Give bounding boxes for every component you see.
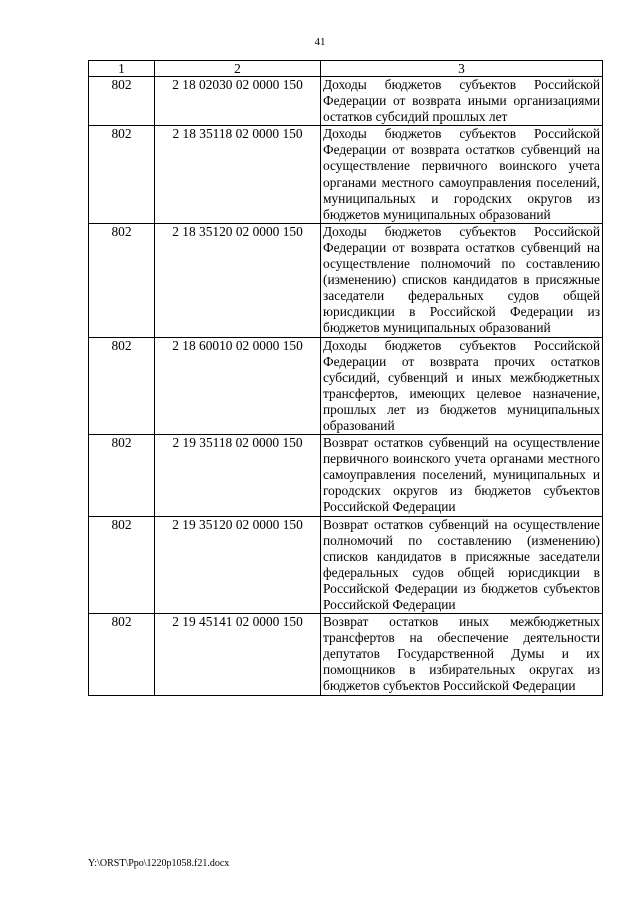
budget-code-cell: 2 19 45141 02 0000 150: [155, 614, 321, 695]
description-cell: Возврат остатков субвенций на осуществление полномочий по составлению (изменению) списков кандидатов в присяжные заседатели федеральных судов общей юрисдикции в Российской Федерации из бюджетов субъектов Российской Федерации: [321, 516, 603, 614]
header-col-3: 3: [321, 61, 603, 77]
table-row: [89, 77, 603, 126]
budget-code-cell: 2 18 60010 02 0000 150: [155, 337, 321, 435]
header-col-1: 1: [89, 61, 155, 77]
budget-code-cell: 2 18 35118 02 0000 150: [155, 126, 321, 224]
budget-code-cell: 2 19 35118 02 0000 150: [155, 435, 321, 516]
admin-code-cell: 802: [89, 126, 155, 224]
table-row: [89, 223, 603, 337]
description-cell: Доходы бюджетов субъектов Российской Федерации от возврата иными организациями остатков субсидий прошлых лет: [321, 77, 603, 126]
table-row: [89, 614, 603, 695]
admin-code-cell: 802: [89, 516, 155, 614]
table-row: [89, 516, 603, 614]
table-row: [89, 337, 603, 435]
table-header-row: [89, 61, 603, 77]
admin-code-cell: 802: [89, 77, 155, 126]
budget-code-cell: 2 18 35120 02 0000 150: [155, 223, 321, 337]
description-cell: Доходы бюджетов субъектов Российской Федерации от возврата остатков субвенций на осуществление первичного воинского учета органами местного самоуправления поселений, муниципальных и городских округов из бюджетов муниципальных образований: [321, 126, 603, 224]
budget-code-cell: 2 19 35120 02 0000 150: [155, 516, 321, 614]
admin-code-cell: 802: [89, 337, 155, 435]
admin-code-cell: 802: [89, 614, 155, 695]
admin-code-cell: 802: [89, 435, 155, 516]
page-number: 41: [314, 36, 326, 48]
budget-code-cell: 2 18 02030 02 0000 150: [155, 77, 321, 126]
table-row: [89, 126, 603, 224]
budget-classification-table: [88, 60, 603, 696]
table-row: [89, 435, 603, 516]
header-col-2: 2: [155, 61, 321, 77]
description-cell: Доходы бюджетов субъектов Российской Федерации от возврата прочих остатков субсидий, субвенций и иных межбюджетных трансфертов, имеющих целевое назначение, прошлых лет из бюджетов муниципальных образований: [321, 337, 603, 435]
document-file-path: Y:\ORST\Ppo\1220p1058.f21.docx: [88, 858, 230, 869]
description-cell: Доходы бюджетов субъектов Российской Федерации от возврата остатков субвенций на осуществление полномочий по составлению (изменению) списков кандидатов в присяжные заседатели федеральных судов общей юрисдикции в Российской Федерации из бюджетов муниципальных образований: [321, 223, 603, 337]
description-cell: Возврат остатков иных межбюджетных трансфертов на обеспечение деятельности депутатов Государственной Думы и их помощников в избирательных округах из бюджетов субъектов Российской Федерации: [321, 614, 603, 695]
description-cell: Возврат остатков субвенций на осуществление первичного воинского учета органами местного самоуправления поселений, муниципальных и городских округов из бюджетов субъектов Российской Федерации: [321, 435, 603, 516]
admin-code-cell: 802: [89, 223, 155, 337]
